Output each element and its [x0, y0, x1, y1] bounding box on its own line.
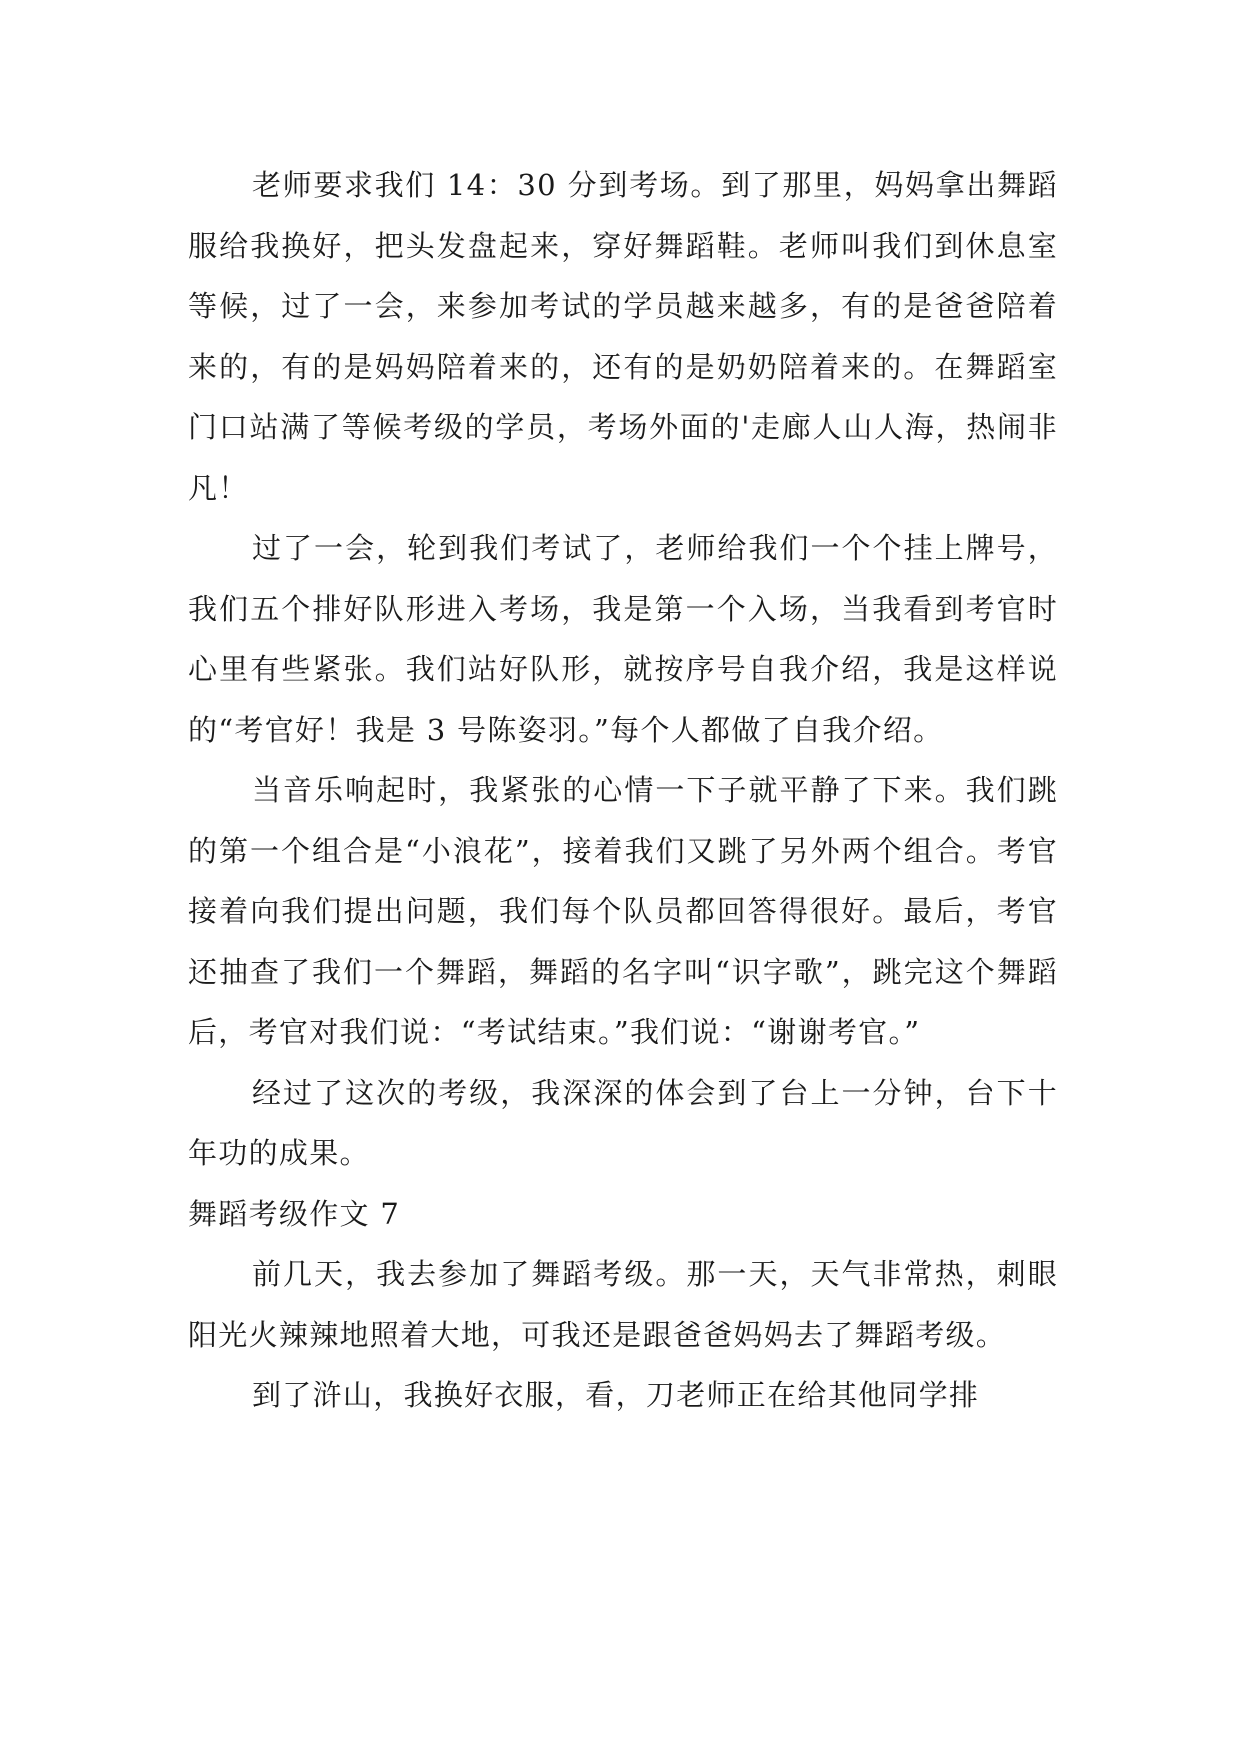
- paragraph-3: 当音乐响起时，我紧张的心情一下子就平静了下来。我们跳的第一个组合是“小浪花”，接着我们又跳了另外两个组合。考官接着向我们提出问题，我们每个队员都回答得很好。最后，考官还抽查了我们一个舞蹈，舞蹈的名字叫“识字歌”，跳完这个舞蹈后，考官对我们说：“考试结束。”我们说：“谢谢考官。”: [188, 773, 1058, 1049]
- paragraph-4: 经过了这次的考级，我深深的体会到了台上一分钟，台下十年功的成果。: [188, 1075, 1058, 1170]
- section-heading: 舞蹈考级作文 7: [188, 1196, 401, 1231]
- paragraph-5: 前几天，我去参加了舞蹈考级。那一天，天气非常热，刺眼阳光火辣辣地照着大地，可我还是跟爸爸妈妈去了舞蹈考级。: [188, 1257, 1058, 1352]
- paragraph-6: 到了浒山，我换好衣服，看，刀老师正在给其他同学排: [252, 1378, 980, 1412]
- paragraph-2: 过了一会，轮到我们考试了，老师给我们一个个挂上牌号，我们五个排好队形进入考场，我是第一个入场，当我看到考官时心里有些紧张。我们站好队形，就按序号自我介绍，我是这样说的“考官好！我是 3 号陈姿羽。”每个人都做了自我介绍。: [188, 531, 1058, 747]
- document-body: [188, 155, 1058, 1426]
- paragraph-1: 老师要求我们 14：30 分到考场。到了那里，妈妈拿出舞蹈服给我换好，把头发盘起来，穿好舞蹈鞋。老师叫我们到休息室等候，过了一会，来参加考试的学员越来越多，有的是爸爸陪着来的，有的是妈妈陪着来的，还有的是奶奶陪着来的。在舞蹈室门口站满了等候考级的学员，考场外面的'走廊人山人海，热闹非凡！: [188, 168, 1058, 505]
